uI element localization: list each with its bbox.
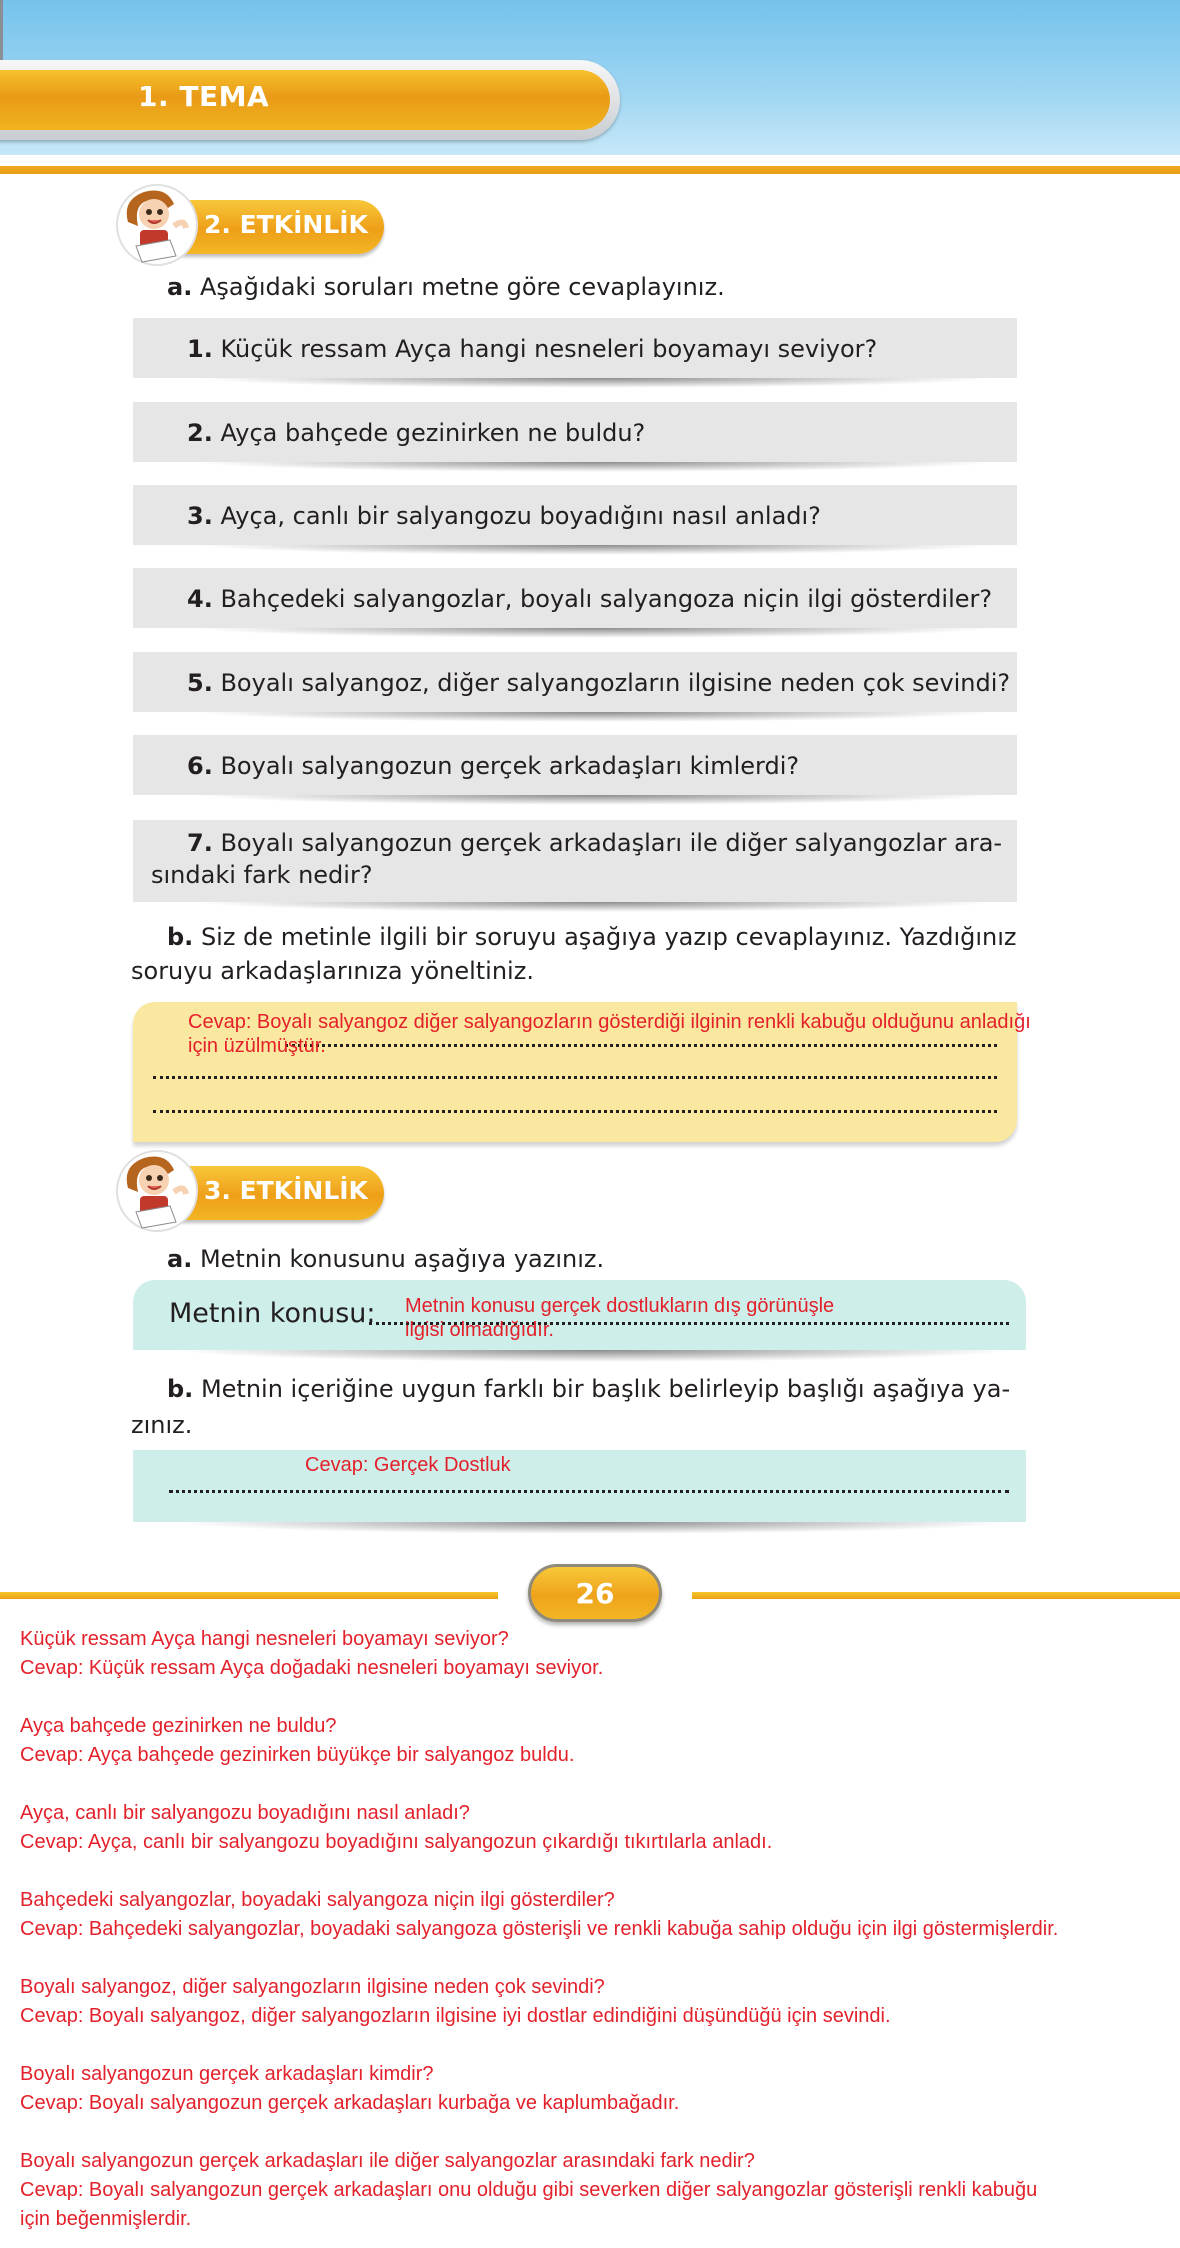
answer-line: Metnin konusu gerçek dostlukların dış görünüşle [405,1295,835,1317]
question-box-6 [133,735,1017,795]
answer-key-item [20,1886,1170,1944]
question-number: 2. [187,419,213,447]
dotted-line [169,1490,1009,1493]
question-box-7 [133,820,1017,902]
page-number: 26 [575,1577,615,1610]
answer-key-answer: Cevap: Küçük ressam Ayça doğadaki nesneleri boyamayı seviyor. [20,1657,604,1679]
activity-2-instruction-b-cont: soruyu arkadaşlarınıza yöneltiniz. [131,957,534,985]
page-edge [0,0,3,60]
question-box-5 [133,652,1017,712]
instruction-text: Metnin konusunu aşağıya yazınız. [199,1245,605,1273]
question-number: 4. [187,585,213,613]
question-text: Küçük ressam Ayça hangi nesneleri boyamayı seviyor? [220,335,878,363]
question-box-4 [133,568,1017,628]
question-box-1 [133,318,1017,378]
question-text: Boyalı salyangoz, diğer salyangozların ilgisine neden çok sevindi? [220,669,1011,697]
answer-key-question: Ayça bahçede gezinirken ne buldu? [20,1715,337,1737]
girl-mascot-icon [114,1148,200,1234]
answer-key-answer: Cevap: Ayça bahçede gezinirken büyükçe bir salyangoz buldu. [20,1744,575,1766]
question-number: 7. [187,829,213,857]
question-number: 1. [187,335,213,363]
footer-line-right [692,1592,1180,1599]
instruction-text: Metnin içeriğine uygun farklı bir başlık belirleyip başlığı aşağıya ya- [200,1375,1011,1403]
answer-line: için üzülmüştür. [188,1035,326,1057]
answer-key-item [20,1799,1170,1857]
activity-2-instruction-a [167,270,725,304]
answer-key-question: Boyalı salyangozun gerçek arkadaşları ile diğer salyangozlar arasındaki fark nedir? [20,2150,755,2172]
answer-key-question: Bahçedeki salyangozlar, boyadaki salyangoza niçin ilgi gösterdiler? [20,1889,615,1911]
answer-key-answer: Cevap: Ayça, canlı bir salyangozu boyadığını salyangozun çıkardığı tıkırtılarla anladı. [20,1831,773,1853]
answer-text-b [188,1010,1031,1058]
activity-2-instruction-b [167,920,1017,954]
answer-key-question: Küçük ressam Ayça hangi nesneleri boyamayı seviyor? [20,1628,509,1650]
header-divider-white [0,155,1180,166]
activity-3-instruction-a [167,1242,604,1276]
activity-2-title: 2. ETKİNLİK [204,210,368,239]
footer-line-left [0,1592,498,1599]
answer-key-item [20,2060,1170,2118]
answer-key-question: Ayça, canlı bir salyangozu boyadığını nasıl anladı? [20,1802,470,1824]
title-answer-box[interactable] [133,1450,1026,1522]
part-letter: b. [167,923,194,951]
answer-key-question: Boyalı salyangozun gerçek arkadaşları kimdir? [20,2063,434,2085]
topic-label: Metnin konusu: [169,1298,376,1329]
topic-answer-text [405,1294,834,1342]
answer-key-item [20,1973,1170,2031]
question-text-cont: sındaki fark nedir? [151,861,373,889]
activity-2-badge [114,182,394,262]
part-letter: a. [167,1245,193,1273]
answer-key-answer: Cevap: Boyalı salyangoz, diğer salyangozların ilgisine iyi dostlar edindiğini düşündüğü için sevindi. [20,2005,891,2027]
page-number-badge [528,1564,662,1622]
answer-key-answer: Cevap: Boyalı salyangozun gerçek arkadaşları onu olduğu gibi severken diğer salyangozlar gösterişli renkli kabuğu [20,2179,1038,2201]
dotted-line [153,1110,997,1113]
activity-3-badge [114,1148,394,1228]
question-number: 6. [187,752,213,780]
answer-key-item [20,2147,1170,2234]
answer-line: Cevap: Boyalı salyangoz diğer salyangozların gösterdiği ilginin renkli kabuğu olduğunu anladığı [188,1011,1031,1033]
answer-key-question: Boyalı salyangoz, diğer salyangozların ilgisine neden çok sevindi? [20,1976,605,1998]
part-letter: b. [167,1375,194,1403]
question-text: Boyalı salyangozun gerçek arkadaşları ile diğer salyangozlar ara- [220,829,1003,857]
question-box-3 [133,485,1017,545]
answer-key-answer-cont: için beğenmişlerdir. [20,2208,192,2230]
answer-key-item [20,1625,1170,1683]
answer-key [20,1625,1170,2248]
theme-title: 1. TEMA [138,80,270,113]
instruction-text: Siz de metinle ilgili bir soruyu aşağıya yazıp cevaplayınız. Yazdığınız [200,923,1017,951]
part-letter: a. [167,273,193,301]
question-number: 3. [187,502,213,530]
answer-line: ilgisi olmadığıdır. [405,1319,554,1341]
question-number: 5. [187,669,213,697]
theme-banner [0,70,610,130]
instruction-text: Aşağıdaki soruları metne göre cevaplayınız. [199,273,725,301]
activity-3-instruction-b-cont: zınız. [131,1411,193,1439]
question-box-2 [133,402,1017,462]
header-divider-orange [0,166,1180,174]
activity-3-instruction-b [167,1372,1010,1406]
dotted-line [153,1076,997,1079]
question-text: Bahçedeki salyangozlar, boyalı salyangoza niçin ilgi gösterdiler? [220,585,993,613]
question-text: Ayça bahçede gezinirken ne buldu? [220,419,646,447]
girl-mascot-icon [114,182,200,268]
question-text: Ayça, canlı bir salyangozu boyadığını nasıl anladı? [220,502,821,530]
question-text: Boyalı salyangozun gerçek arkadaşları kimlerdi? [220,752,800,780]
activity-3-title: 3. ETKİNLİK [204,1176,368,1205]
answer-key-answer: Cevap: Boyalı salyangozun gerçek arkadaşları kurbağa ve kaplumbağadır. [20,2092,680,2114]
answer-key-item [20,1712,1170,1770]
title-answer-text: Cevap: Gerçek Dostluk [305,1454,511,1476]
answer-key-answer: Cevap: Bahçedeki salyangozlar, boyadaki salyangoza gösterişli ve renkli kabuğa sahip olduğu için ilgi göstermişlerdir. [20,1918,1059,1940]
